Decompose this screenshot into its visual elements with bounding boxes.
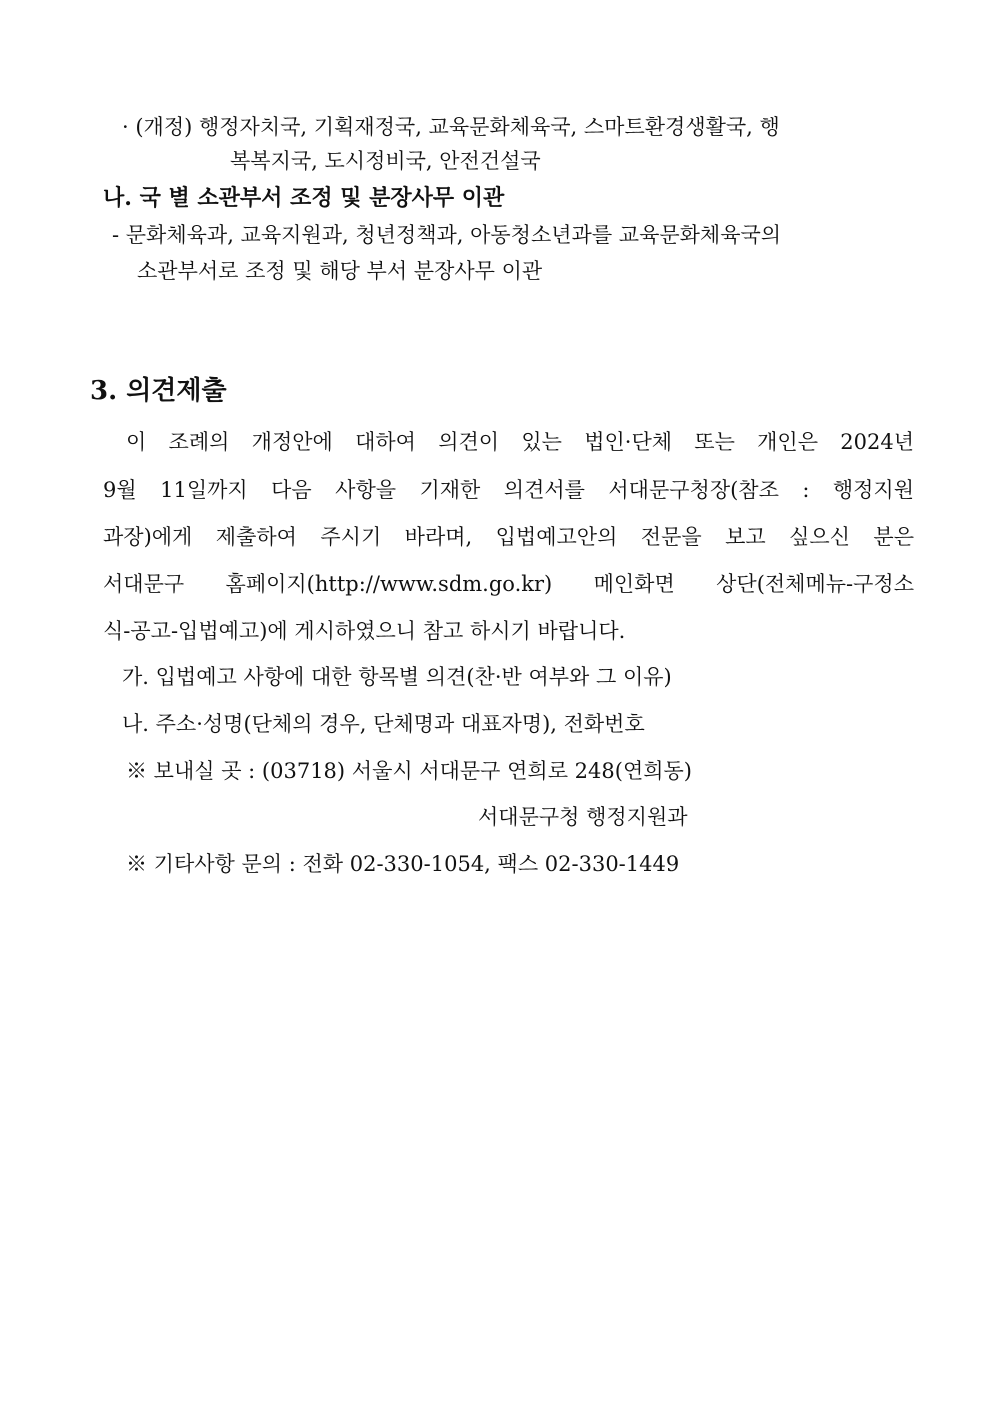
paragraph-line-2: 9월 11일까지 다음 사항을 기재한 의견서를 서대문구청장(참조 : 행정지원 (103, 478, 914, 502)
address-line-2: 서대문구청 행정지원과 (478, 805, 688, 829)
sub-heading-na: 나. 국 별 소관부서 조정 및 분장사무 이관 (103, 185, 505, 211)
bullet-line-1: · (개정) 행정자치국, 기획재정국, 교육문화체육국, 스마트환경생활국, 행 (122, 115, 780, 139)
address-line-1: ※ 보내실 곳 : (03718) 서울시 서대문구 연희로 248(연희동) (126, 759, 692, 783)
dash-line-2: 소관부서로 조정 및 해당 부서 분장사무 이관 (137, 259, 543, 283)
paragraph-line-5: 식-공고-입법예고)에 게시하였으니 참고 하시기 바랍니다. (103, 619, 626, 643)
item-ga: 가. 입법예고 사항에 대한 항목별 의견(찬·반 여부와 그 이유) (122, 665, 672, 689)
contact-line: ※ 기타사항 문의 : 전화 02-330-1054, 팩스 02-330-1449 (126, 852, 680, 876)
paragraph-line-4: 서대문구 홈페이지(http://www.sdm.go.kr) 메인화면 상단(전체메뉴-구정소 (103, 572, 914, 596)
paragraph-line-3: 과장)에게 제출하여 주시기 바라며, 입법예고안의 전문을 보고 싶으신 분은 (103, 525, 914, 549)
item-na: 나. 주소·성명(단체의 경우, 단체명과 대표자명), 전화번호 (122, 712, 645, 736)
section-3-heading: 3. 의견제출 (90, 376, 227, 406)
dash-line-1: - 문화체육과, 교육지원과, 청년정책과, 아동청소년과를 교육문화체육국의 (112, 223, 782, 247)
paragraph-line-1: 이 조례의 개정안에 대하여 의견이 있는 법인·단체 또는 개인은 2024년 (126, 430, 914, 454)
bullet-line-2: 복복지국, 도시정비국, 안전건설국 (230, 149, 541, 173)
